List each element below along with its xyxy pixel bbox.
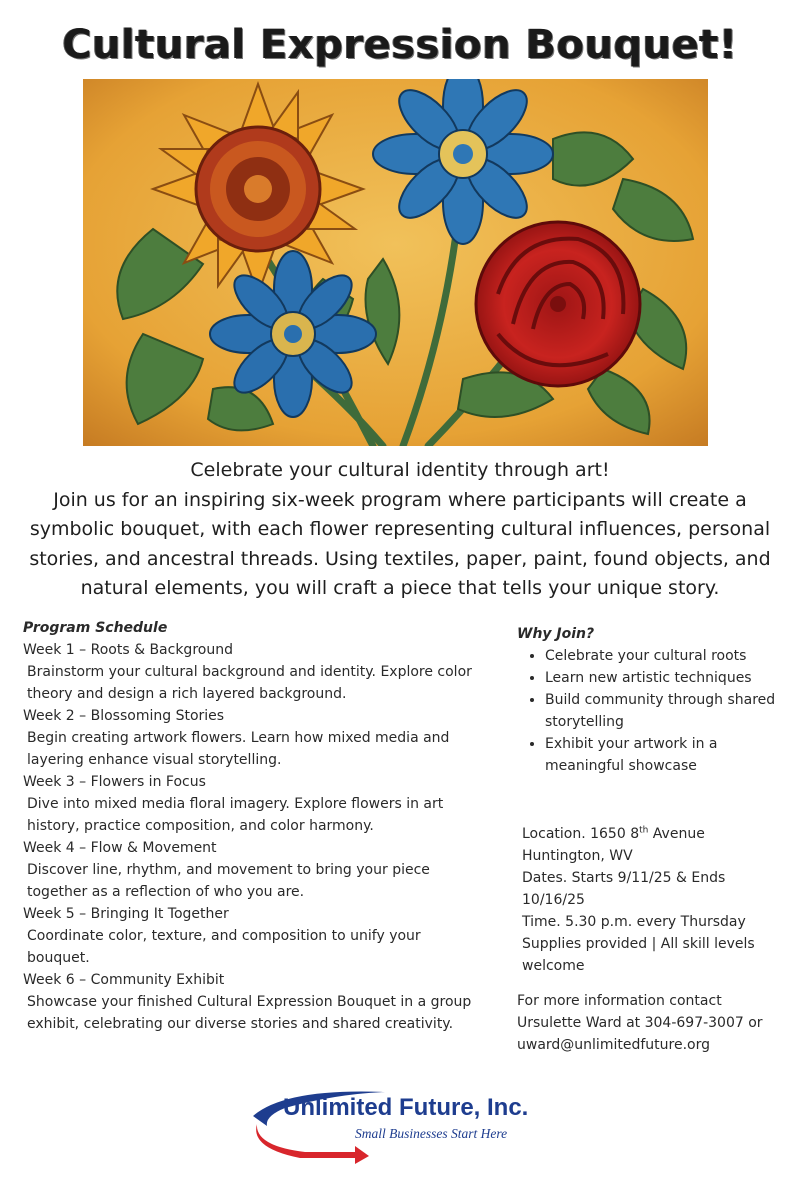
location-street: Avenue <box>648 826 705 842</box>
intro-description: Join us for an inspiring six-week program where participants will create a symbolic bouquet, with each flower representing cultural influences, personal stories, and ancestral threads. Using textiles, paper, paint, found objects, and natural elements, you will craft a piece that tells your unique story. <box>29 488 771 599</box>
why-join-item: • Exhibit your artwork in a meaningful showcase <box>545 733 787 777</box>
week-2-title: Week 2 – Blossoming Stories <box>23 708 225 724</box>
week-4-title: Week 4 – Flow & Movement <box>23 840 217 856</box>
week-6-description: Showcase your finished Cultural Expression Bouquet in a group exhibit, celebrating our diverse stories and shared creativity. <box>27 994 472 1032</box>
time-line: Time. 5.30 p.m. every Thursday <box>522 914 746 930</box>
unlimited-future-logo <box>245 1086 555 1164</box>
week-6-title: Week 6 – Community Exhibit <box>23 972 225 988</box>
why-join-heading: Why Join? <box>517 626 595 642</box>
contact-line-1: For more information contact <box>517 993 722 1009</box>
contact-line-2: Ursulette Ward at 304-697-3007 or <box>517 1015 763 1031</box>
location-text: Location. 1650 8 <box>522 826 640 842</box>
logo-tagline: Small Businesses Start Here <box>355 1126 508 1141</box>
week-3-title: Week 3 – Flowers in Focus <box>23 774 206 790</box>
logo-name: Unlimited Future, Inc. <box>283 1094 529 1121</box>
event-details <box>522 823 787 977</box>
page-title: Cultural Expression Bouquet! <box>62 22 738 68</box>
contact-info <box>517 990 787 1056</box>
location-line <box>522 823 787 845</box>
week-5-description: Coordinate color, texture, and composition to unify your bouquet. <box>27 928 421 966</box>
city-line: Huntington, WV <box>522 848 633 864</box>
dates-line: Dates. Starts 9/11/25 & Ends 10/16/25 <box>522 870 726 908</box>
week-1-description: Brainstorm your cultural background and identity. Explore color theory and design a rich layered background. <box>27 664 472 702</box>
why-join-item: • Learn new artistic techniques <box>545 667 787 689</box>
week-3-description: Dive into mixed media floral imagery. Explore flowers in art history, practice composition, and color harmony. <box>27 796 444 834</box>
why-join <box>517 623 787 777</box>
why-join-item: • Build community through shared storytelling <box>545 689 787 733</box>
why-join-list <box>517 645 787 777</box>
location-ordinal: th <box>639 825 649 836</box>
why-join-item: • Celebrate your cultural roots <box>545 645 787 667</box>
contact-email[interactable]: uward@unlimitedfuture.org <box>517 1037 710 1053</box>
intro-tagline: Celebrate your cultural identity through art! <box>190 459 610 481</box>
bouquet-artwork <box>83 79 708 446</box>
week-5-title: Week 5 – Bringing It Together <box>23 906 229 922</box>
program-schedule <box>23 617 478 1035</box>
week-4-description: Discover line, rhythm, and movement to bring your piece together as a reflection of who you are. <box>27 862 430 900</box>
week-2-description: Begin creating artwork flowers. Learn how mixed media and layering enhance visual storytelling. <box>27 730 450 768</box>
supplies-line: Supplies provided | All skill levels welcome <box>522 936 755 974</box>
schedule-heading: Program Schedule <box>23 620 168 636</box>
intro-text <box>20 456 780 604</box>
week-1-title: Week 1 – Roots & Background <box>23 642 233 658</box>
